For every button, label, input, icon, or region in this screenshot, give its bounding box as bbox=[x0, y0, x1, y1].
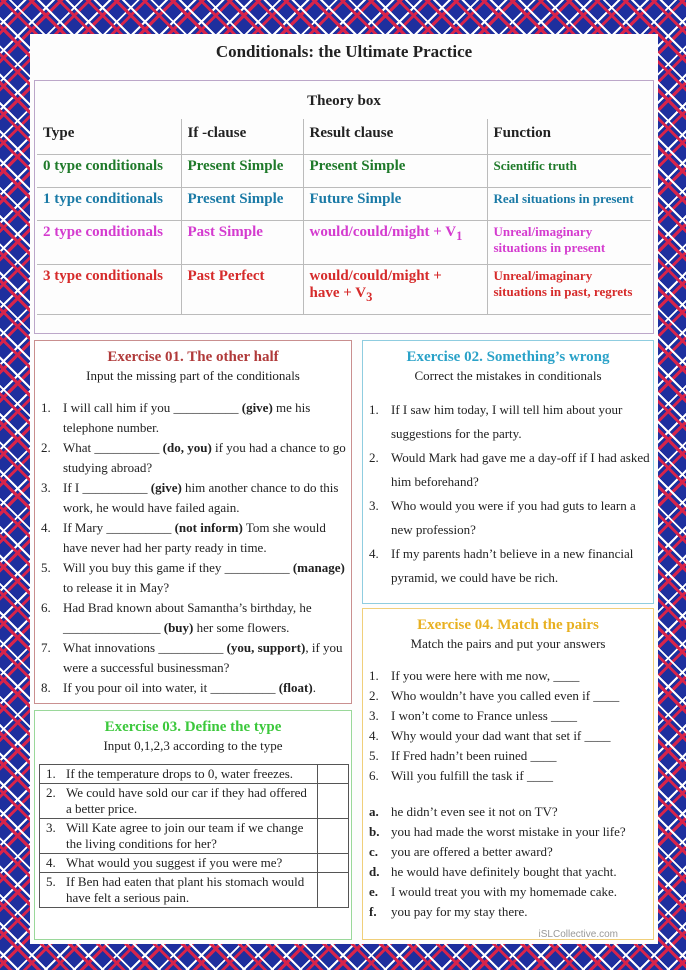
exercise-04-list bbox=[363, 666, 653, 786]
item-number: 8. bbox=[41, 680, 51, 695]
result-cell: would/could/might + $V_1$ bbox=[303, 221, 487, 265]
answer-cell[interactable] bbox=[318, 765, 349, 784]
item-text: If I __________ bbox=[63, 480, 151, 495]
item-text: What __________ bbox=[63, 440, 163, 455]
verb-hint: (manage) bbox=[292, 560, 345, 575]
answer-letter: c. bbox=[369, 844, 379, 859]
item-text-end: , if you were a successful businessman? bbox=[63, 640, 343, 675]
exercise-03-subtitle: Input 0,1,2,3 according to the type bbox=[103, 738, 283, 753]
item-number: 6. bbox=[369, 768, 379, 783]
item-text: Who wouldn’t have you called even if ____ bbox=[391, 688, 620, 703]
function-cell: Unreal/imaginary situations in present bbox=[487, 221, 651, 265]
theory-title: Theory box bbox=[307, 93, 381, 109]
item-text: Would Mark had gave me a day-off if I had asked him beforehand? bbox=[391, 450, 650, 489]
list-item bbox=[363, 666, 653, 686]
answer-letter: f. bbox=[369, 904, 377, 919]
item-text: Why would your dad want that set if ____ bbox=[391, 728, 611, 743]
item-text: If the temperature drops to 0, water freezes. bbox=[66, 766, 294, 781]
table-row bbox=[40, 873, 349, 908]
sentence-cell bbox=[40, 784, 318, 819]
list-item bbox=[363, 542, 653, 590]
item-text-end: me his telephone number. bbox=[63, 400, 311, 435]
item-text: What innovations __________ bbox=[63, 640, 227, 655]
item-number: 4. bbox=[46, 855, 56, 870]
item-number: 3. bbox=[369, 498, 379, 513]
item-number: 6. bbox=[41, 600, 51, 615]
type-cell: 1 type conditionals bbox=[37, 188, 181, 221]
list-item bbox=[363, 494, 653, 542]
function-cell: Scientific truth bbox=[487, 155, 651, 188]
item-number: 5. bbox=[41, 560, 51, 575]
item-number: 3. bbox=[369, 708, 379, 723]
exercise-03-box bbox=[34, 710, 352, 940]
exercise-02-title: Exercise 02. Something’s wrong bbox=[406, 349, 610, 365]
item-number: 7. bbox=[41, 640, 51, 655]
theory-row-1 bbox=[37, 188, 651, 221]
list-item bbox=[35, 678, 351, 698]
item-number: 1. bbox=[369, 402, 379, 417]
answer-text: you pay for my stay there. bbox=[391, 904, 528, 919]
item-number: 5. bbox=[46, 874, 56, 889]
verb-hint: (do, you) bbox=[162, 440, 212, 455]
item-text: Who would you were if you had guts to learn a new profession? bbox=[391, 498, 636, 537]
answer-text: you are offered a better award? bbox=[391, 844, 553, 859]
table-row bbox=[40, 765, 349, 784]
list-item bbox=[35, 478, 351, 518]
result-cell: Future Simple bbox=[303, 188, 487, 221]
item-text-end: . bbox=[312, 680, 316, 695]
function-cell: Real situations in present bbox=[487, 188, 651, 221]
item-number: 2. bbox=[46, 785, 56, 800]
list-item bbox=[35, 598, 351, 638]
item-text: Will Kate agree to join our team if we change the living conditions for her? bbox=[66, 820, 304, 851]
item-number: 4. bbox=[369, 728, 379, 743]
item-number: 2. bbox=[369, 450, 379, 465]
exercise-01-list bbox=[35, 398, 351, 698]
if-cell: Present Simple bbox=[181, 155, 303, 188]
if-cell: Present Simple bbox=[181, 188, 303, 221]
answer-item bbox=[363, 882, 653, 902]
item-text: I won’t come to France unless ____ bbox=[391, 708, 578, 723]
verb-hint: (float) bbox=[278, 680, 313, 695]
sentence-cell bbox=[40, 873, 318, 908]
if-cell: Past Perfect bbox=[181, 265, 303, 315]
item-text: If my parents hadn’t believe in a new financial pyramid, we could have be rich. bbox=[391, 546, 634, 585]
if-cell: Past Simple bbox=[181, 221, 303, 265]
item-text: If I saw him today, I will tell him about your suggestions for the party. bbox=[391, 402, 623, 441]
answer-text: you had made the worst mistake in your life? bbox=[391, 824, 626, 839]
answer-item bbox=[363, 842, 653, 862]
list-item bbox=[35, 518, 351, 558]
item-number: 5. bbox=[369, 748, 379, 763]
exercise-04-answers bbox=[363, 802, 653, 922]
header-type: Type bbox=[37, 119, 181, 155]
verb-hint: (give) bbox=[150, 480, 182, 495]
answer-letter: e. bbox=[369, 884, 379, 899]
theory-table bbox=[37, 119, 651, 315]
answer-item bbox=[363, 862, 653, 882]
answer-text: I would treat you with my homemade cake. bbox=[391, 884, 617, 899]
exercise-03-title: Exercise 03. Define the type bbox=[104, 719, 282, 735]
item-number: 1. bbox=[41, 400, 51, 415]
table-row bbox=[40, 819, 349, 854]
list-item bbox=[35, 438, 351, 478]
answer-item bbox=[363, 822, 653, 842]
exercise-04-subtitle: Match the pairs and put your answers bbox=[410, 636, 606, 651]
list-item bbox=[35, 558, 351, 598]
item-text: If Mary __________ bbox=[63, 520, 175, 535]
answer-letter: d. bbox=[369, 864, 380, 879]
result-cell: would/could/might + have + $V_3$ bbox=[303, 265, 487, 315]
answer-letter: a. bbox=[369, 804, 379, 819]
item-number: 4. bbox=[369, 546, 379, 561]
table-row bbox=[40, 854, 349, 873]
theory-row-2 bbox=[37, 221, 651, 265]
exercise-01-box bbox=[34, 340, 352, 704]
answer-item bbox=[363, 902, 653, 922]
result-cell: Present Simple bbox=[303, 155, 487, 188]
list-item bbox=[363, 686, 653, 706]
verb-hint: (you, support) bbox=[226, 640, 306, 655]
item-text-end: him another chance to do this work, he would have failed again. bbox=[63, 480, 339, 515]
theory-row-3 bbox=[37, 265, 651, 315]
item-text: We could have sold our car if they had offered a better price. bbox=[66, 785, 307, 816]
type-cell: 2 type conditionals bbox=[37, 221, 181, 265]
list-item bbox=[35, 638, 351, 678]
item-number: 2. bbox=[369, 688, 379, 703]
verb-hint: (not inform) bbox=[174, 520, 243, 535]
exercise-04-title: Exercise 04. Match the pairs bbox=[417, 617, 599, 633]
watermark: iSLCollective.com bbox=[538, 929, 618, 940]
sentence-cell bbox=[40, 854, 318, 873]
answer-cell[interactable] bbox=[318, 819, 349, 854]
exercise-01-subtitle: Input the missing part of the conditionals bbox=[86, 368, 300, 383]
sentence-cell bbox=[40, 765, 318, 784]
list-item bbox=[363, 398, 653, 446]
answer-text: he didn’t even see it not on TV? bbox=[391, 804, 558, 819]
list-item bbox=[363, 446, 653, 494]
answer-cell[interactable] bbox=[318, 873, 349, 908]
sentence-cell bbox=[40, 819, 318, 854]
item-text-end: her some flowers. bbox=[193, 620, 290, 635]
item-text: Will you fulfill the task if ____ bbox=[391, 768, 553, 783]
answer-cell[interactable] bbox=[318, 854, 349, 873]
exercise-03-table bbox=[39, 764, 349, 908]
header-if-clause: If -clause bbox=[181, 119, 303, 155]
theory-header-row bbox=[37, 119, 651, 155]
verb-hint: (buy) bbox=[163, 620, 194, 635]
item-number: 2. bbox=[41, 440, 51, 455]
list-item bbox=[363, 746, 653, 766]
item-text: If Ben had eaten that plant his stomach would have felt a serious pain. bbox=[66, 874, 305, 905]
item-text: Had Brad known about Samantha’s birthday, he _______________ bbox=[63, 600, 312, 635]
item-text: If you were here with me now, ____ bbox=[391, 668, 580, 683]
header-function: Function bbox=[487, 119, 651, 155]
worksheet-page bbox=[30, 34, 658, 944]
item-text: What would you suggest if you were me? bbox=[66, 855, 283, 870]
list-item bbox=[363, 726, 653, 746]
list-item bbox=[363, 706, 653, 726]
type-cell: 3 type conditionals bbox=[37, 265, 181, 315]
item-number: 1. bbox=[369, 668, 379, 683]
item-number: 4. bbox=[41, 520, 51, 535]
item-text-end: to release it in May? bbox=[63, 580, 170, 595]
exercise-02-box bbox=[362, 340, 654, 604]
item-text: If you pour oil into water, it __________ bbox=[63, 680, 279, 695]
answer-letter: b. bbox=[369, 824, 380, 839]
type-cell: 0 type conditionals bbox=[37, 155, 181, 188]
answer-text: he would have definitely bought that yacht. bbox=[391, 864, 617, 879]
item-text: I will call him if you __________ bbox=[63, 400, 242, 415]
verb-hint: (give) bbox=[241, 400, 273, 415]
exercise-02-subtitle: Correct the mistakes in conditionals bbox=[414, 368, 602, 383]
exercise-02-list bbox=[363, 398, 653, 590]
header-result-clause: Result clause bbox=[303, 119, 487, 155]
item-text: If Fred hadn’t been ruined ____ bbox=[391, 748, 557, 763]
item-number: 3. bbox=[46, 820, 56, 835]
answer-cell[interactable] bbox=[318, 784, 349, 819]
answer-item bbox=[363, 802, 653, 822]
list-item bbox=[363, 766, 653, 786]
item-text-end: if you had a chance to go studying abroad? bbox=[63, 440, 346, 475]
theory-box bbox=[34, 80, 654, 334]
item-text: Will you buy this game if they __________ bbox=[63, 560, 293, 575]
table-row bbox=[40, 784, 349, 819]
item-number: 1. bbox=[46, 766, 56, 781]
page-title: Conditionals: the Ultimate Practice bbox=[215, 42, 473, 61]
item-number: 3. bbox=[41, 480, 51, 495]
list-item bbox=[35, 398, 351, 438]
exercise-01-title: Exercise 01. The other half bbox=[107, 349, 279, 365]
theory-row-0 bbox=[37, 155, 651, 188]
exercise-04-box bbox=[362, 608, 654, 940]
function-cell: Unreal/imaginary situations in past, regrets bbox=[487, 265, 651, 315]
item-text-end: Tom she would have never had her party ready in time. bbox=[63, 520, 326, 555]
